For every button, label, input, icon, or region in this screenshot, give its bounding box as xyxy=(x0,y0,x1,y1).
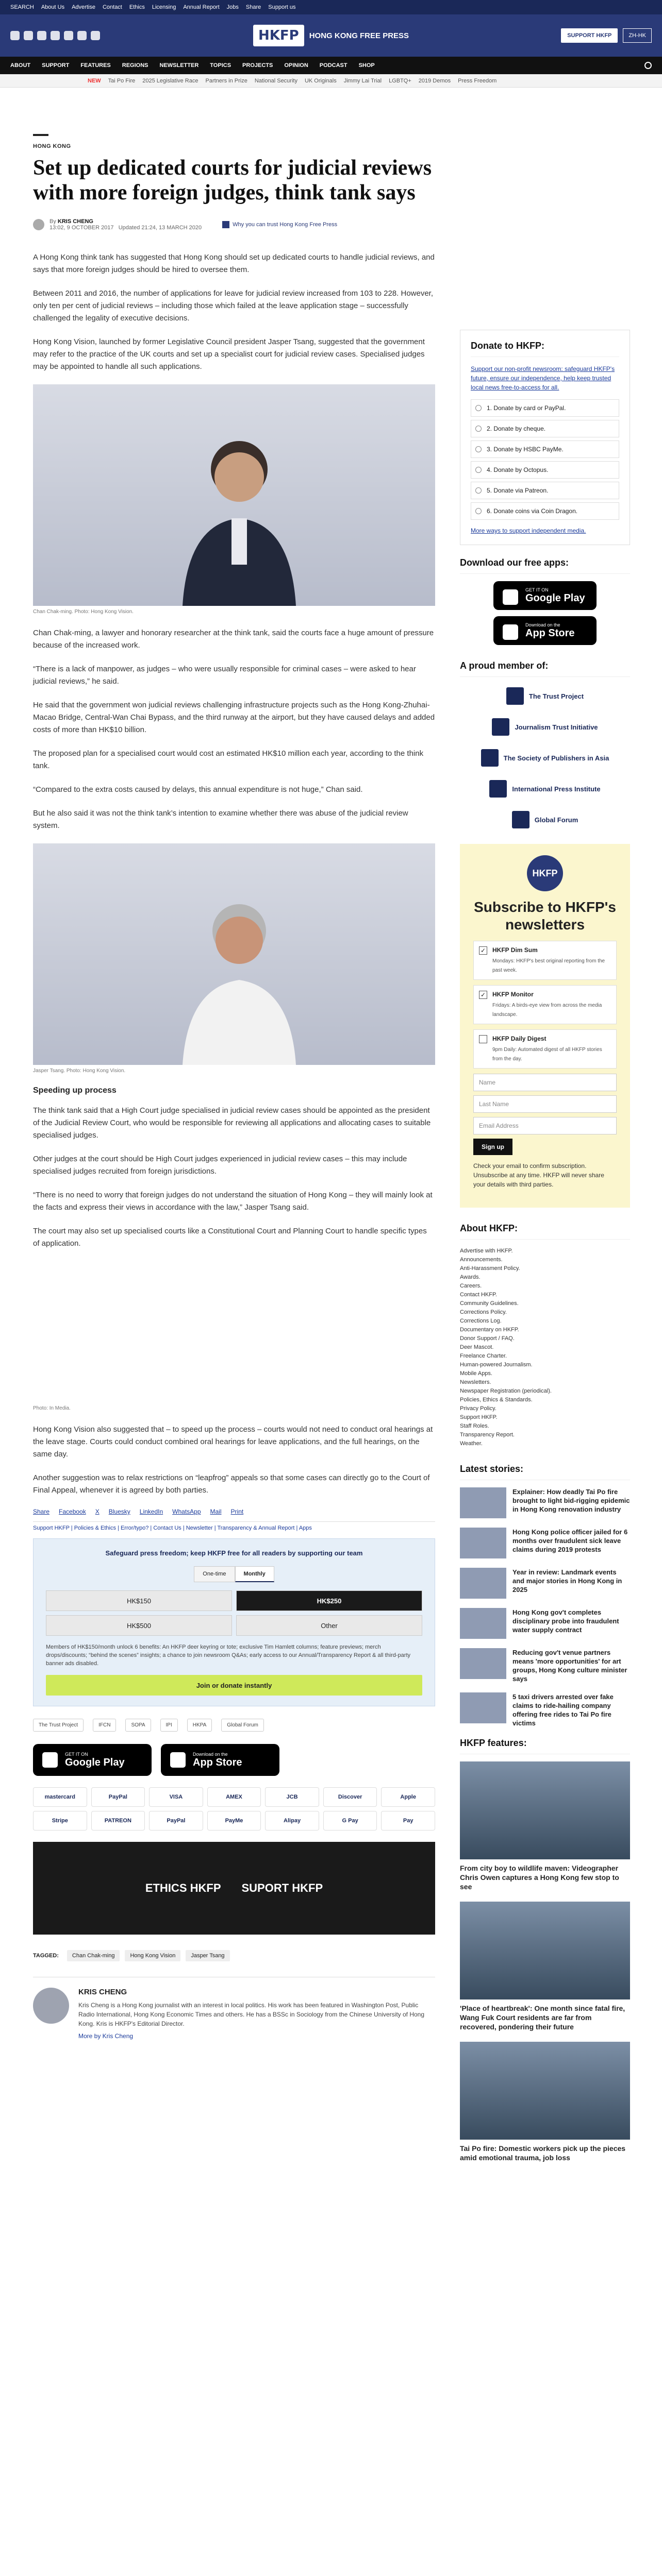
paragraph: Other judges at the court should be High Court judges experienced in judicial review cases – this may include specialised judges recruited from foreign jurisdictions. xyxy=(33,1155,407,1176)
nav-shop[interactable]: SHOP xyxy=(358,62,375,69)
author-info xyxy=(78,1988,435,2040)
support-link[interactable]: Support us xyxy=(268,4,296,10)
story-item[interactable] xyxy=(460,1692,630,1727)
about-link[interactable]: Mobile Apps. xyxy=(460,1370,492,1377)
paragraph: But he also said it was not the think tank’s intention to examine whether there was abuse of the judicial review system. xyxy=(33,809,408,830)
photo-caption: Jasper Tsang. Photo: Hong Kong Vision. xyxy=(33,1068,126,1074)
pay-logo: PayPal xyxy=(149,1811,203,1831)
trending-item[interactable]: Press Freedom xyxy=(458,77,497,84)
paragraph: The proposed plan for a specialised court would cost an estimated HK$10 million each year, according to the think tank. xyxy=(33,749,424,770)
social-icons xyxy=(10,31,100,40)
donate-option[interactable] xyxy=(471,440,619,458)
pay-logo: VISA xyxy=(149,1787,203,1807)
share-linkedin[interactable]: LinkedIn xyxy=(139,1508,163,1515)
about-link[interactable]: Announcements. xyxy=(460,1257,503,1263)
checkbox-checked-icon[interactable]: ✓ xyxy=(479,946,487,955)
option-label: 5. Donate via Patreon. xyxy=(487,487,549,494)
paragraph: “There is a lack of manpower, as judges – who were usually responsible for criminal cases – were asked to hear judicial reviews,” he said. xyxy=(33,665,416,686)
radio-icon xyxy=(475,405,482,411)
advertise-link[interactable]: Advertise xyxy=(72,4,95,10)
newsletter-title: Subscribe to HKFP's newsletters xyxy=(474,899,616,933)
member-icon xyxy=(506,687,524,705)
about-link[interactable]: Donor Support / FAQ. xyxy=(460,1335,515,1342)
pay-logo: Apple xyxy=(381,1787,435,1807)
paragraph: Hong Kong Vision also suggested that – to speed up the process – courts would not need to conduct oral hearings at the leave stage. Courts could conduct combined oral hearings for leave applications, and the full hearings, on the same day. xyxy=(33,1425,433,1459)
donation-box xyxy=(33,1538,435,1706)
story-thumbnail xyxy=(460,1608,506,1639)
badge-big: Google Play xyxy=(65,1756,125,1768)
more-by-author-link[interactable]: More by Kris Cheng xyxy=(78,2032,134,2040)
section-subhead: Speeding up process xyxy=(33,1086,117,1095)
author-photo[interactable] xyxy=(33,1988,69,2024)
story-thumbnail xyxy=(460,1568,506,1599)
paragraph: Between 2011 and 2016, the number of applications for leave for judicial review increased from 103 to 228. However, only ten per cent of judicial reviews – including those which failed at the leave application stage – successfully challenged the legality of executive decisions. xyxy=(33,289,434,323)
app-store-button[interactable] xyxy=(161,1744,279,1776)
tag-item[interactable]: Jasper Tsang xyxy=(186,1950,229,1961)
member-name: International Press Institute xyxy=(512,785,601,793)
trust-link[interactable] xyxy=(222,221,337,228)
paragraph: “There is no need to worry that foreign judges do not understand the situation of Hong Kong – they will mainly look at the facts and express their views in accordance with the law,” Jasper Tsang said. xyxy=(33,1191,433,1212)
trending-bar xyxy=(0,74,662,88)
email-note: Check your email to confirm subscription. Unsubscribe at any time. HKFP will never share your details with third parties. xyxy=(473,1162,604,1188)
newsletter-name: HKFP Dim Sum xyxy=(492,946,538,954)
newsletter-desc: Mondays: HKFP's best original reporting from the past week. xyxy=(492,958,605,973)
donate-option[interactable] xyxy=(471,482,619,499)
apple-icon xyxy=(503,624,518,640)
trending-item[interactable]: Partners in Prize xyxy=(205,77,247,84)
tags-label: TAGGED: xyxy=(33,1953,59,1959)
nav-support[interactable]: SUPPORT xyxy=(42,62,70,69)
about-list xyxy=(460,1247,630,1448)
trending-item[interactable]: 2025 Legislative Race xyxy=(142,77,198,84)
top-utility-bar xyxy=(0,0,662,14)
option-label: 2. Donate by cheque. xyxy=(487,425,546,432)
member-logo[interactable] xyxy=(489,780,600,798)
trending-item[interactable]: Jimmy Lai Trial xyxy=(343,77,382,84)
google-play-icon xyxy=(42,1752,58,1768)
option-label: 4. Donate by Octopus. xyxy=(487,466,549,473)
google-play-button[interactable] xyxy=(33,1744,152,1776)
widget-title: Download our free apps: xyxy=(460,557,630,574)
paragraph: Another suggestion was to relax restrictions on “leapfrog” appeals so that some cases can directly go to the Court of Final Appeal, whenever it is agreed by both parties. xyxy=(33,1473,430,1495)
badge-small: GET IT ON xyxy=(65,1751,88,1757)
divider xyxy=(33,134,48,136)
nav-newsletter[interactable]: NEWSLETTER xyxy=(159,62,199,69)
partner-logos xyxy=(33,1719,435,1732)
about-link[interactable]: Documentary on HKFP. xyxy=(460,1327,519,1333)
pay-logo: PayPal xyxy=(91,1787,145,1807)
member-icon xyxy=(481,749,499,767)
newsletter-desc: 9pm Daily: Automated digest of all HKFP stories from the day. xyxy=(492,1047,602,1062)
feature-title[interactable]: 'Place of heartbreak': One month since fatal fire, Wang Fuk Court residents are far from recovered, pondering their future xyxy=(460,2004,625,2031)
email-field[interactable]: Email Address xyxy=(473,1117,617,1134)
paragraph: The court may also set up specialised courts like a Constitutional Court and Planning Court to handle specific types of application. xyxy=(33,1227,427,1248)
author-bio: Kris Cheng is a Hong Kong journalist with an interest in local politics. His work has been featured in Washington Post, Public Radio International, Hong Kong Economic Times and others. He has a BSSc in Sociology from the Chinese University of Hong Kong. Kris is HKFP's Editorial Director. xyxy=(78,2002,425,2027)
story-title: Reducing gov't venue partners means 'more opportunities' for art groups, Hong Kong culture minister says xyxy=(512,1649,627,1683)
latest-stories xyxy=(460,1487,630,1727)
newsletter-widget xyxy=(460,844,630,1208)
partner-logo[interactable]: The Trust Project xyxy=(33,1719,84,1732)
member-logos xyxy=(460,687,630,828)
nav-opinion[interactable]: OPINION xyxy=(284,62,308,69)
nav-podcast[interactable]: PODCAST xyxy=(319,62,347,69)
about-link[interactable]: Careers. xyxy=(460,1283,482,1289)
category-kicker[interactable]: HONG KONG xyxy=(33,143,71,149)
radio-icon xyxy=(475,426,482,432)
about-link[interactable]: Weather. xyxy=(460,1440,483,1447)
pay-logo: Alipay xyxy=(265,1811,319,1831)
article-photo-chan xyxy=(33,384,435,606)
partner-logo[interactable]: IPI xyxy=(160,1719,178,1732)
checkbox-icon[interactable] xyxy=(479,1035,487,1043)
feature-image[interactable] xyxy=(460,1761,630,1859)
newsletter-desc: Fridays: A birds-eye view from across the media landscape. xyxy=(492,1003,602,1018)
donate-intro[interactable]: Support our non-profit newsroom: safeguard HKFP's future, ensure our independence, help keep trusted local news free-to-access for all. xyxy=(471,365,615,391)
about-link[interactable]: Policies, Ethics & Standards. xyxy=(460,1397,533,1403)
partner-logo[interactable]: HKPA xyxy=(187,1719,212,1732)
badge-big: App Store xyxy=(193,1756,242,1768)
amount-option[interactable]: HK$150 xyxy=(46,1590,232,1611)
widget-title: Donate to HKFP: xyxy=(471,341,619,357)
person-illustration xyxy=(162,879,317,1065)
pay-logo: Pay xyxy=(381,1811,435,1831)
app-buttons xyxy=(33,1744,435,1776)
about-link[interactable]: Anti-Harassment Policy. xyxy=(460,1265,520,1272)
pay-logo: G Pay xyxy=(323,1811,377,1831)
about-link[interactable]: Community Guidelines. xyxy=(460,1300,519,1307)
embedded-photo-placeholder xyxy=(33,1261,435,1405)
share-facebook[interactable]: Facebook xyxy=(59,1508,86,1515)
story-title: Year in review: Landmark events and major stories in Hong Kong in 2025 xyxy=(512,1568,622,1594)
licensing-link[interactable]: Licensing xyxy=(152,4,176,10)
tag-list xyxy=(33,1950,435,1961)
share-print[interactable]: Print xyxy=(230,1508,244,1515)
member-name: Global Forum xyxy=(534,816,578,824)
partner-logo[interactable]: Global Forum xyxy=(221,1719,264,1732)
member-logo[interactable] xyxy=(481,749,609,767)
main-nav xyxy=(0,57,662,74)
author-avatar xyxy=(33,219,44,230)
annual-report-link[interactable]: Annual Report xyxy=(183,4,220,10)
story-item[interactable] xyxy=(460,1487,630,1518)
hkfp-badge: HKFP xyxy=(527,855,563,891)
newsletter-option[interactable] xyxy=(473,1029,617,1069)
partner-logo[interactable]: SOPA xyxy=(125,1719,151,1732)
x-icon[interactable] xyxy=(24,31,33,40)
share-whatsapp[interactable]: WhatsApp xyxy=(172,1508,201,1515)
support-links-row[interactable]: Support HKFP | Policies & Ethics | Error/typo? | Contact Us | Newsletter | Transparency & Annual Report | Apps xyxy=(33,1521,435,1538)
pay-logo: PayMe xyxy=(207,1811,261,1831)
masthead-actions xyxy=(409,28,652,43)
story-title: Hong Kong police officer jailed for 6 months over fraudulent sick leave claims during 2019 protests xyxy=(512,1528,628,1553)
newsletter-name: HKFP Daily Digest xyxy=(492,1035,547,1042)
story-thumbnail xyxy=(460,1692,506,1723)
amount-option[interactable]: HK$500 xyxy=(46,1615,232,1636)
widget-title: About HKFP: xyxy=(460,1223,630,1240)
logo-text: HONG KONG FREE PRESS xyxy=(309,31,409,40)
badge-small: Download on the xyxy=(525,622,560,628)
youtube-icon[interactable] xyxy=(51,31,60,40)
contact-link[interactable]: Contact xyxy=(102,4,122,10)
ethics-link[interactable]: Ethics xyxy=(129,4,145,10)
member-logo[interactable] xyxy=(506,687,584,705)
trust-link-label: Why you can trust Hong Kong Free Press xyxy=(233,222,338,228)
banner-ethics: ETHICS HKFP xyxy=(145,1882,221,1894)
author-box xyxy=(33,1977,435,2040)
publish-date: 13:02, 9 OCTOBER 2017 xyxy=(49,225,114,231)
pay-logo: mastercard xyxy=(33,1787,87,1807)
share-bluesky[interactable]: Bluesky xyxy=(108,1508,130,1515)
paragraph: Chan Chak-ming, a lawyer and honorary researcher at the think tank, said the courts face a huge amount of pressure because of the increased work. xyxy=(33,629,434,650)
threads-icon[interactable] xyxy=(77,31,87,40)
member-name: The Trust Project xyxy=(528,692,584,700)
join-donate-button[interactable]: Join or donate instantly xyxy=(46,1675,422,1696)
story-thumbnail xyxy=(460,1528,506,1558)
about-link[interactable]: Corrections Policy. xyxy=(460,1309,507,1315)
widget-title: Latest stories: xyxy=(460,1464,630,1480)
payment-logos xyxy=(33,1787,435,1831)
telegram-icon[interactable] xyxy=(91,31,100,40)
story-title: 5 taxi drivers arrested over fake claims to ride-hailing company offering free rides to Tai Po fire victims xyxy=(512,1693,614,1727)
badge-small: GET IT ON xyxy=(525,587,549,592)
about-link[interactable]: Corrections Log. xyxy=(460,1318,502,1324)
widget-title: A proud member of: xyxy=(460,660,630,677)
frequency-toggle xyxy=(46,1566,422,1582)
tag-item[interactable]: Hong Kong Vision xyxy=(125,1950,180,1961)
trending-label: NEW xyxy=(88,77,101,84)
about-link[interactable]: Deer Mascot. xyxy=(460,1344,494,1350)
byline-text: By KRIS CHENG 13:02, 9 OCTOBER 2017 Updated 21:24, 13 MARCH 2020 xyxy=(49,218,202,231)
member-logo[interactable] xyxy=(512,811,578,828)
pay-logo: AMEX xyxy=(207,1787,261,1807)
donate-option[interactable] xyxy=(471,420,619,437)
trending-item[interactable]: LGBTQ+ xyxy=(389,77,411,84)
newsletter-name: HKFP Monitor xyxy=(492,991,534,998)
about-link[interactable]: Support HKFP. xyxy=(460,1414,498,1420)
paragraph: The think tank said that a High Court judge specialised in judicial review cases should be appointed as the president of the Judicial Review Court, who would be responsible for reviewing all applications and allocating cases to suitable specialised judges. xyxy=(33,1106,431,1140)
freq-monthly[interactable]: Monthly xyxy=(235,1566,274,1582)
trending-item[interactable]: UK Originals xyxy=(304,77,337,84)
donate-option[interactable] xyxy=(471,502,619,520)
photo-caption: Photo: In Media. xyxy=(33,1405,71,1411)
language-button[interactable]: ZH-HK xyxy=(623,28,652,43)
masthead-social xyxy=(10,31,253,40)
site-logo[interactable] xyxy=(253,25,409,46)
author-name[interactable]: KRIS CHENG xyxy=(57,218,93,225)
badge-big: App Store xyxy=(525,627,575,639)
trending-item[interactable]: National Security xyxy=(254,77,297,84)
freq-one-time[interactable]: One-time xyxy=(194,1566,235,1582)
pay-logo: JCB xyxy=(265,1787,319,1807)
amount-grid xyxy=(46,1590,422,1636)
byline xyxy=(33,218,435,231)
donate-option[interactable] xyxy=(471,461,619,479)
nav-regions[interactable]: REGIONS xyxy=(122,62,148,69)
share-x[interactable]: X xyxy=(95,1508,100,1515)
ethics-support-banner[interactable] xyxy=(33,1842,435,1935)
about-link[interactable]: Newsletters. xyxy=(460,1379,491,1385)
signup-button[interactable]: Sign up xyxy=(473,1139,512,1155)
amount-option[interactable]: Other xyxy=(236,1615,422,1636)
masthead xyxy=(0,14,662,57)
sidebar-app-buttons xyxy=(460,581,630,645)
member-icon xyxy=(489,780,507,798)
radio-icon xyxy=(475,508,482,514)
banner-support: SUPORT HKFP xyxy=(241,1882,323,1894)
search-icon[interactable] xyxy=(644,62,652,69)
about-link[interactable]: Human-powered Journalism. xyxy=(460,1362,533,1368)
member-name: The Society of Publishers in Asia xyxy=(503,754,609,762)
badge-small: Download on the xyxy=(193,1751,228,1757)
feature-title[interactable]: Tai Po fire: Domestic workers pick up the pieces amid emotional trauma, job loss xyxy=(460,2144,626,2162)
about-link[interactable]: About Us xyxy=(41,4,65,10)
option-label: 6. Donate coins via Coin Dragon. xyxy=(487,507,578,515)
apple-icon xyxy=(170,1752,186,1768)
features-list xyxy=(460,1761,630,2162)
app-store-button[interactable] xyxy=(493,616,597,645)
story-item[interactable] xyxy=(460,1648,630,1683)
checkbox-checked-icon[interactable]: ✓ xyxy=(479,991,487,999)
linkedin-icon[interactable] xyxy=(64,31,73,40)
article-title: Set up dedicated courts for judicial reviews with more foreign judges, think tank says xyxy=(33,156,432,205)
trust-icon xyxy=(222,221,229,228)
story-item[interactable] xyxy=(460,1608,630,1639)
about-link[interactable]: Privacy Policy. xyxy=(460,1405,496,1412)
story-title: Hong Kong gov't completes disciplinary probe into fraudulent water supply contract xyxy=(512,1608,619,1634)
membership-note: Members of HK$150/month unlock 6 benefits: An HKFP deer keyring or tote; exclusive Tim Hamlett columns; feature previews; merch drops/discounts; “behind the scenes” insights; a chance to join newsroom Q&As; early access to our Annual/Transparency Report & all third-party banner ads disabled. xyxy=(46,1644,411,1667)
share-mail[interactable]: Mail xyxy=(210,1508,222,1515)
paragraph: He said that the government won judicial reviews challenging infrastructure projects such as the Hong Kong-Zhuhai-Macao Bridge, Central-Wan Chai Bypass, and the third runway at the airport, but they have caused delays and added costs of more than HK$10 billion. xyxy=(33,701,435,734)
badge-big: Google Play xyxy=(525,592,585,604)
photo-caption: Chan Chak-ming. Photo: Hong Kong Vision. xyxy=(33,609,134,615)
donation-title: Safeguard press freedom; keep HKFP free for all readers by supporting our team xyxy=(105,1549,363,1557)
updated-date: Updated 21:24, 13 MARCH 2020 xyxy=(118,225,202,231)
name-field[interactable]: Name xyxy=(473,1074,617,1091)
feature-image[interactable] xyxy=(460,1902,630,1999)
option-label: 1. Donate by card or PayPal. xyxy=(487,404,566,412)
pay-logo: PATREON xyxy=(91,1811,145,1831)
pay-logo: Stripe xyxy=(33,1811,87,1831)
jobs-link[interactable]: Jobs xyxy=(226,4,239,10)
more-ways-link[interactable]: More ways to support independent media. xyxy=(471,527,586,534)
paragraph: Hong Kong Vision, launched by former Legislative Council president Jasper Tsang, suggested that the government may refer to the practice of the UK courts and set up a specialist court for judicial review cases. Specialised judges may be appointed to handle all such applications. xyxy=(33,337,425,371)
nav-projects[interactable]: PROJECTS xyxy=(242,62,273,69)
radio-icon xyxy=(475,487,482,494)
story-thumbnail xyxy=(460,1487,506,1518)
share-link[interactable]: Share xyxy=(245,4,261,10)
tag-item[interactable]: Chan Chak-ming xyxy=(67,1950,120,1961)
partner-logo[interactable]: IFCN xyxy=(93,1719,116,1732)
donate-option[interactable] xyxy=(471,399,619,417)
paragraph: “Compared to the extra costs caused by delays, this annual expenditure is not huge,” Chan said. xyxy=(33,785,363,794)
author-box-name[interactable]: KRIS CHENG xyxy=(78,1988,127,1996)
share-bar xyxy=(33,1508,435,1515)
about-link[interactable]: Awards. xyxy=(460,1274,481,1280)
google-play-icon xyxy=(503,589,518,605)
search-link[interactable]: SEARCH xyxy=(10,4,34,10)
about-link[interactable]: Newspaper Registration (periodical). xyxy=(460,1388,552,1394)
radio-icon xyxy=(475,467,482,473)
share-label: Share xyxy=(33,1508,50,1515)
member-icon xyxy=(512,811,529,828)
paragraph: A Hong Kong think tank has suggested that Hong Kong should set up dedicated courts to handle judicial reviews, and says that more foreign judges should be hired to oversee them. xyxy=(33,253,435,274)
story-item[interactable] xyxy=(460,1528,630,1558)
facebook-icon[interactable] xyxy=(10,31,20,40)
about-link[interactable]: Transparency Report. xyxy=(460,1432,515,1438)
feature-title[interactable]: From city boy to wildlife maven: Videographer Chris Owen captures a Hong Kong few stop to see xyxy=(460,1864,619,1891)
google-play-button[interactable] xyxy=(493,581,597,610)
instagram-icon[interactable] xyxy=(37,31,46,40)
about-link[interactable]: Advertise with HKFP. xyxy=(460,1248,513,1254)
radio-icon xyxy=(475,446,482,452)
nav-features[interactable]: FEATURES xyxy=(80,62,111,69)
person-illustration xyxy=(162,420,317,606)
newsletter-option[interactable] xyxy=(473,941,617,980)
widget-title: HKFP features: xyxy=(460,1738,630,1754)
amount-option[interactable]: HK$250 xyxy=(236,1590,422,1611)
member-name: Journalism Trust Initiative xyxy=(515,723,598,731)
about-link[interactable]: Freelance Charter. xyxy=(460,1353,507,1359)
member-icon xyxy=(492,718,509,736)
newsletter-option[interactable] xyxy=(473,985,617,1024)
story-item[interactable] xyxy=(460,1568,630,1599)
donate-widget xyxy=(460,330,630,545)
nav-about[interactable]: ABOUT xyxy=(10,62,31,69)
article-main xyxy=(33,134,435,2040)
last-name-field[interactable]: Last Name xyxy=(473,1095,617,1113)
sidebar xyxy=(460,330,630,2173)
pay-logo: Discover xyxy=(323,1787,377,1807)
article-photo-tsang xyxy=(33,843,435,1065)
trending-item[interactable]: Tai Po Fire xyxy=(108,77,136,84)
logo-mark: HKFP xyxy=(253,25,304,46)
feature-image[interactable] xyxy=(460,2042,630,2140)
story-title: Explainer: How deadly Tai Po fire brought to light bid-rigging epidemic in Hong Kong renovation industry xyxy=(512,1488,630,1513)
about-link[interactable]: Staff Roles. xyxy=(460,1423,489,1429)
support-hkfp-button[interactable]: SUPPORT HKFP xyxy=(561,28,618,43)
about-link[interactable]: Contact HKFP. xyxy=(460,1292,497,1298)
trending-item[interactable]: 2019 Demos xyxy=(418,77,451,84)
member-logo[interactable] xyxy=(492,718,598,736)
option-label: 3. Donate by HSBC PayMe. xyxy=(487,446,564,453)
story-thumbnail xyxy=(460,1648,506,1679)
nav-topics[interactable]: TOPICS xyxy=(210,62,231,69)
